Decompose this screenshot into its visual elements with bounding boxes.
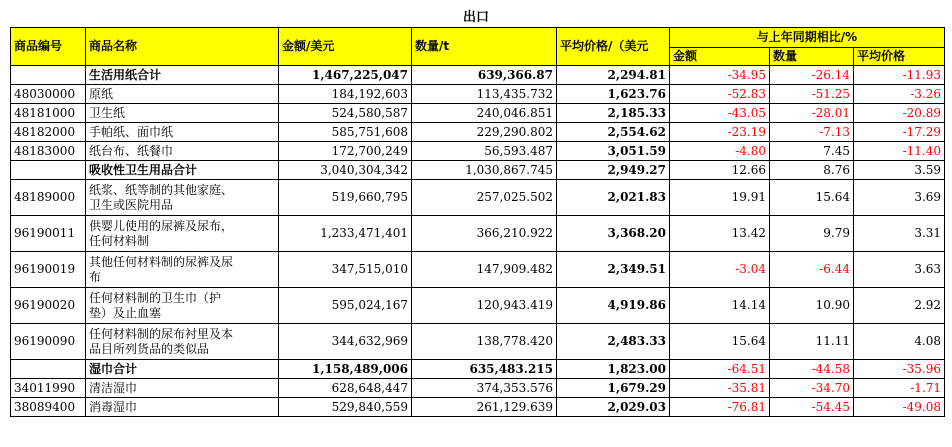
table-row (11, 104, 945, 123)
quantity-cell: 120,943.419 (412, 288, 557, 324)
product-code-cell: 96190019 (11, 252, 86, 288)
yoy-qty-cell: -28.01 (770, 104, 854, 123)
amount-cell: 524,580,587 (279, 104, 412, 123)
product-name-cell: 生活用纸合计 (86, 66, 279, 85)
product-code-cell: 38089400 (11, 398, 86, 417)
yoy-avg-cell: -1.71 (854, 379, 945, 398)
yoy-amount-cell: 13.42 (670, 216, 770, 252)
quantity-cell: 261,129.639 (412, 398, 557, 417)
product-code-cell: 48030000 (11, 85, 86, 104)
yoy-avg-cell: 2.92 (854, 288, 945, 324)
yoy-qty-cell: -7.13 (770, 123, 854, 142)
product-name-cell: 纸台布、纸餐巾 (86, 142, 279, 161)
amount-cell: 1,233,471,401 (279, 216, 412, 252)
yoy-qty-cell: -6.44 (770, 252, 854, 288)
product-name-cell: 湿巾合计 (86, 360, 279, 379)
group-total-row (11, 161, 945, 180)
yoy-avg-cell: -35.96 (854, 360, 945, 379)
avg-price-cell: 2,554.62 (557, 123, 670, 142)
quantity-cell: 138,778.420 (412, 324, 557, 360)
yoy-qty-cell: -44.58 (770, 360, 854, 379)
header-name: 商品名称 (86, 28, 279, 66)
product-name-line-1: 任何材料制的尿布衬里及本 (89, 326, 234, 341)
header-avg-price: 平均价格/（美元 (557, 28, 670, 66)
product-name-cell: 清洁湿巾 (86, 379, 279, 398)
product-code-cell: 48181000 (11, 104, 86, 123)
product-code-cell: 34011990 (11, 379, 86, 398)
yoy-amount-cell: 14.14 (670, 288, 770, 324)
amount-cell: 628,648,447 (279, 379, 412, 398)
quantity-cell: 635,483.215 (412, 360, 557, 379)
product-name-cell (86, 252, 279, 288)
product-name-line-2: 布 (89, 269, 102, 284)
table-row (11, 288, 945, 324)
amount-cell: 344,632,969 (279, 324, 412, 360)
table-row (11, 398, 945, 417)
quantity-cell: 1,030,867.745 (412, 161, 557, 180)
table-row (11, 123, 945, 142)
avg-price-cell: 4,919.86 (557, 288, 670, 324)
yoy-qty-cell: 8.76 (770, 161, 854, 180)
export-table (10, 27, 945, 417)
header-yoy-qty: 数量 (770, 48, 854, 66)
product-name-line-2: 卫生或医院用品 (89, 197, 174, 212)
yoy-amount-cell: -64.51 (670, 360, 770, 379)
product-name-line-2: 品目所列货品的类似品 (89, 341, 210, 356)
product-code-cell: 48183000 (11, 142, 86, 161)
product-name-line-1: 其他任何材料制的尿裤及尿 (89, 254, 234, 269)
amount-cell: 529,840,559 (279, 398, 412, 417)
product-name-line-1: 纸浆、纸等制的其他家庭、 (89, 182, 234, 197)
yoy-avg-cell: 3.59 (854, 161, 945, 180)
yoy-amount-cell: -4.80 (670, 142, 770, 161)
avg-price-cell: 2,349.51 (557, 252, 670, 288)
amount-cell: 172,700,249 (279, 142, 412, 161)
yoy-avg-cell: 3.63 (854, 252, 945, 288)
yoy-amount-cell: -43.05 (670, 104, 770, 123)
amount-cell: 595,024,167 (279, 288, 412, 324)
quantity-cell: 113,435.732 (412, 85, 557, 104)
avg-price-cell: 3,051.59 (557, 142, 670, 161)
yoy-qty-cell: 7.45 (770, 142, 854, 161)
yoy-qty-cell: -54.45 (770, 398, 854, 417)
product-name-cell (86, 288, 279, 324)
header-yoy: 与上年同期相比/% (670, 28, 945, 48)
header-qty: 数量/t (412, 28, 557, 66)
group-total-row (11, 66, 945, 85)
avg-price-cell: 2,949.27 (557, 161, 670, 180)
yoy-qty-cell: -26.14 (770, 66, 854, 85)
product-name-cell: 手帕纸、面巾纸 (86, 123, 279, 142)
yoy-amount-cell: 12.66 (670, 161, 770, 180)
product-name-line-1: 供婴儿使用的尿裤及尿布， (89, 218, 234, 233)
product-code-cell (11, 66, 86, 85)
amount-cell: 3,040,304,342 (279, 161, 412, 180)
amount-cell: 1,158,489,006 (279, 360, 412, 379)
product-code-cell: 48182000 (11, 123, 86, 142)
quantity-cell: 240,046.851 (412, 104, 557, 123)
quantity-cell: 366,210.922 (412, 216, 557, 252)
product-name-line-1: 任何材料制的卫生巾（护 (89, 290, 222, 305)
yoy-amount-cell: -34.95 (670, 66, 770, 85)
amount-cell: 585,751,608 (279, 123, 412, 142)
yoy-avg-cell: 4.08 (854, 324, 945, 360)
table-row (11, 324, 945, 360)
yoy-avg-cell: 3.31 (854, 216, 945, 252)
product-name-cell: 卫生纸 (86, 104, 279, 123)
yoy-amount-cell: 19.91 (670, 180, 770, 216)
avg-price-cell: 3,368.20 (557, 216, 670, 252)
yoy-amount-cell: -52.83 (670, 85, 770, 104)
avg-price-cell: 1,623.76 (557, 85, 670, 104)
table-row (11, 180, 945, 216)
group-total-row (11, 360, 945, 379)
amount-cell: 184,192,603 (279, 85, 412, 104)
yoy-avg-cell: -17.29 (854, 123, 945, 142)
amount-cell: 519,660,795 (279, 180, 412, 216)
yoy-amount-cell: -76.81 (670, 398, 770, 417)
avg-price-cell: 1,823.00 (557, 360, 670, 379)
quantity-cell: 257,025.502 (412, 180, 557, 216)
product-code-cell: 48189000 (11, 180, 86, 216)
yoy-avg-cell: -11.40 (854, 142, 945, 161)
product-name-line-2: 垫）及止血塞 (89, 305, 162, 320)
product-name-cell: 原纸 (86, 85, 279, 104)
quantity-cell: 56,593.487 (412, 142, 557, 161)
quantity-cell: 229,290.802 (412, 123, 557, 142)
product-code-cell: 96190090 (11, 324, 86, 360)
avg-price-cell: 2,294.81 (557, 66, 670, 85)
product-code-cell: 96190020 (11, 288, 86, 324)
header-amount: 金额/美元 (279, 28, 412, 66)
product-name-cell: 消毒湿巾 (86, 398, 279, 417)
table-row (11, 252, 945, 288)
table-row (11, 85, 945, 104)
yoy-amount-cell: 15.64 (670, 324, 770, 360)
table-row (11, 142, 945, 161)
yoy-amount-cell: -23.19 (670, 123, 770, 142)
yoy-avg-cell: -11.93 (854, 66, 945, 85)
product-name-cell (86, 180, 279, 216)
avg-price-cell: 2,483.33 (557, 324, 670, 360)
yoy-avg-cell: -3.26 (854, 85, 945, 104)
product-name-cell (86, 216, 279, 252)
table-title: 出口 (462, 10, 489, 25)
quantity-cell: 374,353.576 (412, 379, 557, 398)
product-code-cell (11, 161, 86, 180)
yoy-amount-cell: -3.04 (670, 252, 770, 288)
table-row (11, 216, 945, 252)
avg-price-cell: 2,029.03 (557, 398, 670, 417)
product-code-cell: 96190011 (11, 216, 86, 252)
header-yoy-amount: 金额 (670, 48, 770, 66)
header-row-1 (11, 28, 945, 48)
amount-cell: 347,515,010 (279, 252, 412, 288)
header-code: 商品编号 (11, 28, 86, 66)
yoy-qty-cell: -34.70 (770, 379, 854, 398)
avg-price-cell: 2,185.33 (557, 104, 670, 123)
product-name-line-2: 任何材料制 (89, 233, 150, 248)
yoy-qty-cell: 9.79 (770, 216, 854, 252)
yoy-avg-cell: -49.08 (854, 398, 945, 417)
yoy-amount-cell: -35.81 (670, 379, 770, 398)
product-code-cell (11, 360, 86, 379)
yoy-qty-cell: 15.64 (770, 180, 854, 216)
yoy-qty-cell: 11.11 (770, 324, 854, 360)
header-yoy-avg: 平均价格 (854, 48, 945, 66)
yoy-avg-cell: 3.69 (854, 180, 945, 216)
yoy-qty-cell: 10.90 (770, 288, 854, 324)
avg-price-cell: 2,021.83 (557, 180, 670, 216)
quantity-cell: 147,909.482 (412, 252, 557, 288)
yoy-avg-cell: -20.89 (854, 104, 945, 123)
yoy-qty-cell: -51.25 (770, 85, 854, 104)
quantity-cell: 639,366.87 (412, 66, 557, 85)
amount-cell: 1,467,225,047 (279, 66, 412, 85)
product-name-cell: 吸收性卫生用品合计 (86, 161, 279, 180)
table-row (11, 379, 945, 398)
avg-price-cell: 1,679.29 (557, 379, 670, 398)
product-name-cell (86, 324, 279, 360)
